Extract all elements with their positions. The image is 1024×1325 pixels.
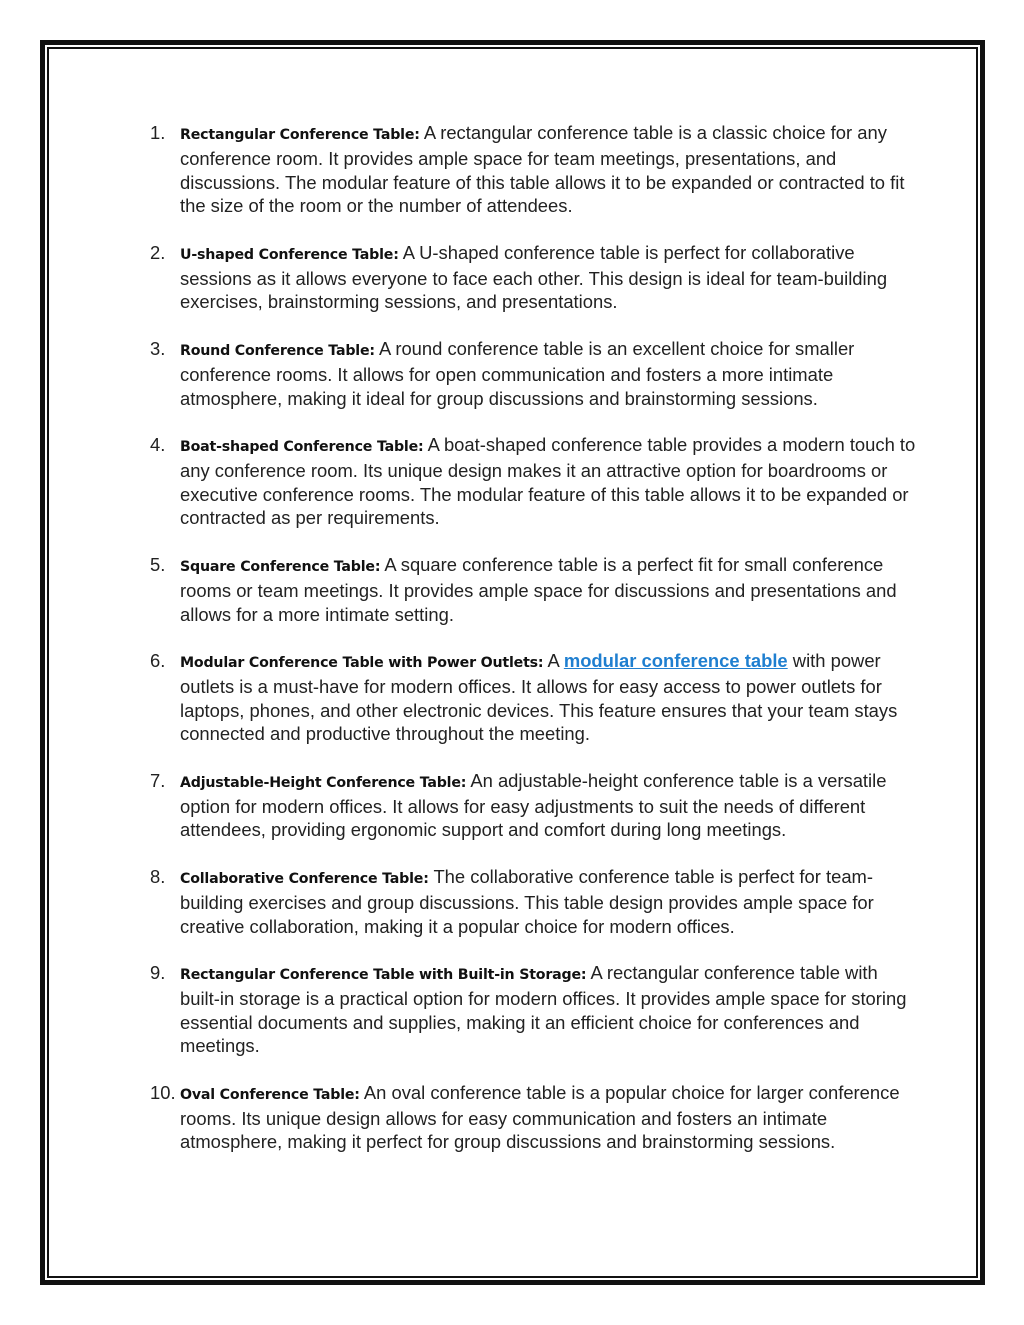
item-text: A square conference table is a perfect fit for small conference rooms or team meetings. It provides ample space for discussions and presentations and allows for a more intimate setting. bbox=[180, 553, 897, 625]
list-item bbox=[140, 649, 920, 746]
modular-conference-table-link[interactable]: modular conference table bbox=[563, 649, 788, 671]
list-item bbox=[140, 769, 920, 842]
list-item bbox=[140, 961, 920, 1058]
item-heading: Adjustable-Height Conference Table: bbox=[180, 774, 467, 791]
item-text: A rectangular conference table with built-in storage is a practical option for modern offices. It provides ample space for storing essential documents and supplies, making it an efficient choice for conferences and meetings. bbox=[180, 961, 907, 1057]
item-number: 4. bbox=[150, 434, 166, 456]
item-text: An oval conference table is a popular choice for larger conference rooms. Its unique design allows for easy communication and fosters an intimate atmosphere, making it perfect for group discussions and brainstorming sessions. bbox=[180, 1081, 900, 1153]
item-text: An adjustable-height conference table is a versatile option for modern offices. It allows for easy adjustments to suit the needs of different attendees, providing ergonomic support and comfort during long meetings. bbox=[180, 769, 887, 841]
item-number: 7. bbox=[150, 769, 166, 791]
item-heading: Collaborative Conference Table: bbox=[180, 870, 429, 887]
item-heading: U-shaped Conference Table: bbox=[180, 246, 399, 263]
list-item bbox=[140, 1081, 920, 1154]
item-number: 2. bbox=[150, 241, 166, 263]
list-item bbox=[140, 337, 920, 410]
item-number: 1. bbox=[150, 122, 166, 143]
item-text: A boat-shaped conference table provides a modern touch to any conference room. Its unique design makes it an attractive option for boardrooms or executive conference rooms. The modular feature of this table allows it to be expanded or contracted as per requirements. bbox=[180, 434, 916, 529]
item-heading: Round Conference Table: bbox=[180, 342, 375, 359]
item-heading: Modular Conference Table with Power Outlets: bbox=[180, 654, 544, 671]
item-heading: Rectangular Conference Table with Built-in Storage: bbox=[180, 966, 587, 983]
item-text: A U-shaped conference table is perfect for collaborative sessions as it allows everyone to face each other. This design is ideal for team-building exercises, brainstorming sessions, and presentations. bbox=[180, 241, 888, 313]
item-text: with power outlets is a must-have for modern offices. It allows for easy access to power outlets for laptops, phones, and other electronic devices. This feature ensures that your team stays connected and productive throughout the meeting. bbox=[180, 649, 898, 745]
numbered-list bbox=[140, 121, 920, 1177]
item-heading: Boat-shaped Conference Table: bbox=[180, 439, 424, 456]
item-heading: Square Conference Table: bbox=[180, 558, 381, 575]
item-number: 9. bbox=[150, 961, 166, 983]
item-text: The collaborative conference table is perfect for team-building exercises and group discussions. This table design provides ample space for creative collaboration, making it a popular choice for modern offices. bbox=[180, 865, 874, 937]
list-item bbox=[140, 121, 920, 218]
item-text: A round conference table is an excellent choice for smaller conference rooms. It allows for open communication and fosters a more intimate atmosphere, making it ideal for group discussions and brainstorming sessions. bbox=[180, 337, 855, 409]
item-number: 10. bbox=[150, 1081, 176, 1103]
item-number: 6. bbox=[150, 649, 166, 671]
item-heading: Oval Conference Table: bbox=[180, 1086, 360, 1103]
list-item bbox=[140, 433, 920, 530]
item-text-before-link: A bbox=[543, 649, 564, 671]
item-heading: Rectangular Conference Table: bbox=[180, 127, 420, 143]
list-item bbox=[140, 553, 920, 626]
list-item bbox=[140, 865, 920, 938]
list-item bbox=[140, 241, 920, 314]
item-number: 5. bbox=[150, 553, 166, 575]
item-text: A rectangular conference table is a classic choice for any conference room. It provides ample space for team meetings, presentations, and discussions. The modular feature of this table allows it to be expanded or contracted to fit the size of the room or the number of attendees. bbox=[180, 122, 905, 217]
item-number: 3. bbox=[150, 337, 166, 359]
item-number: 8. bbox=[150, 865, 166, 887]
